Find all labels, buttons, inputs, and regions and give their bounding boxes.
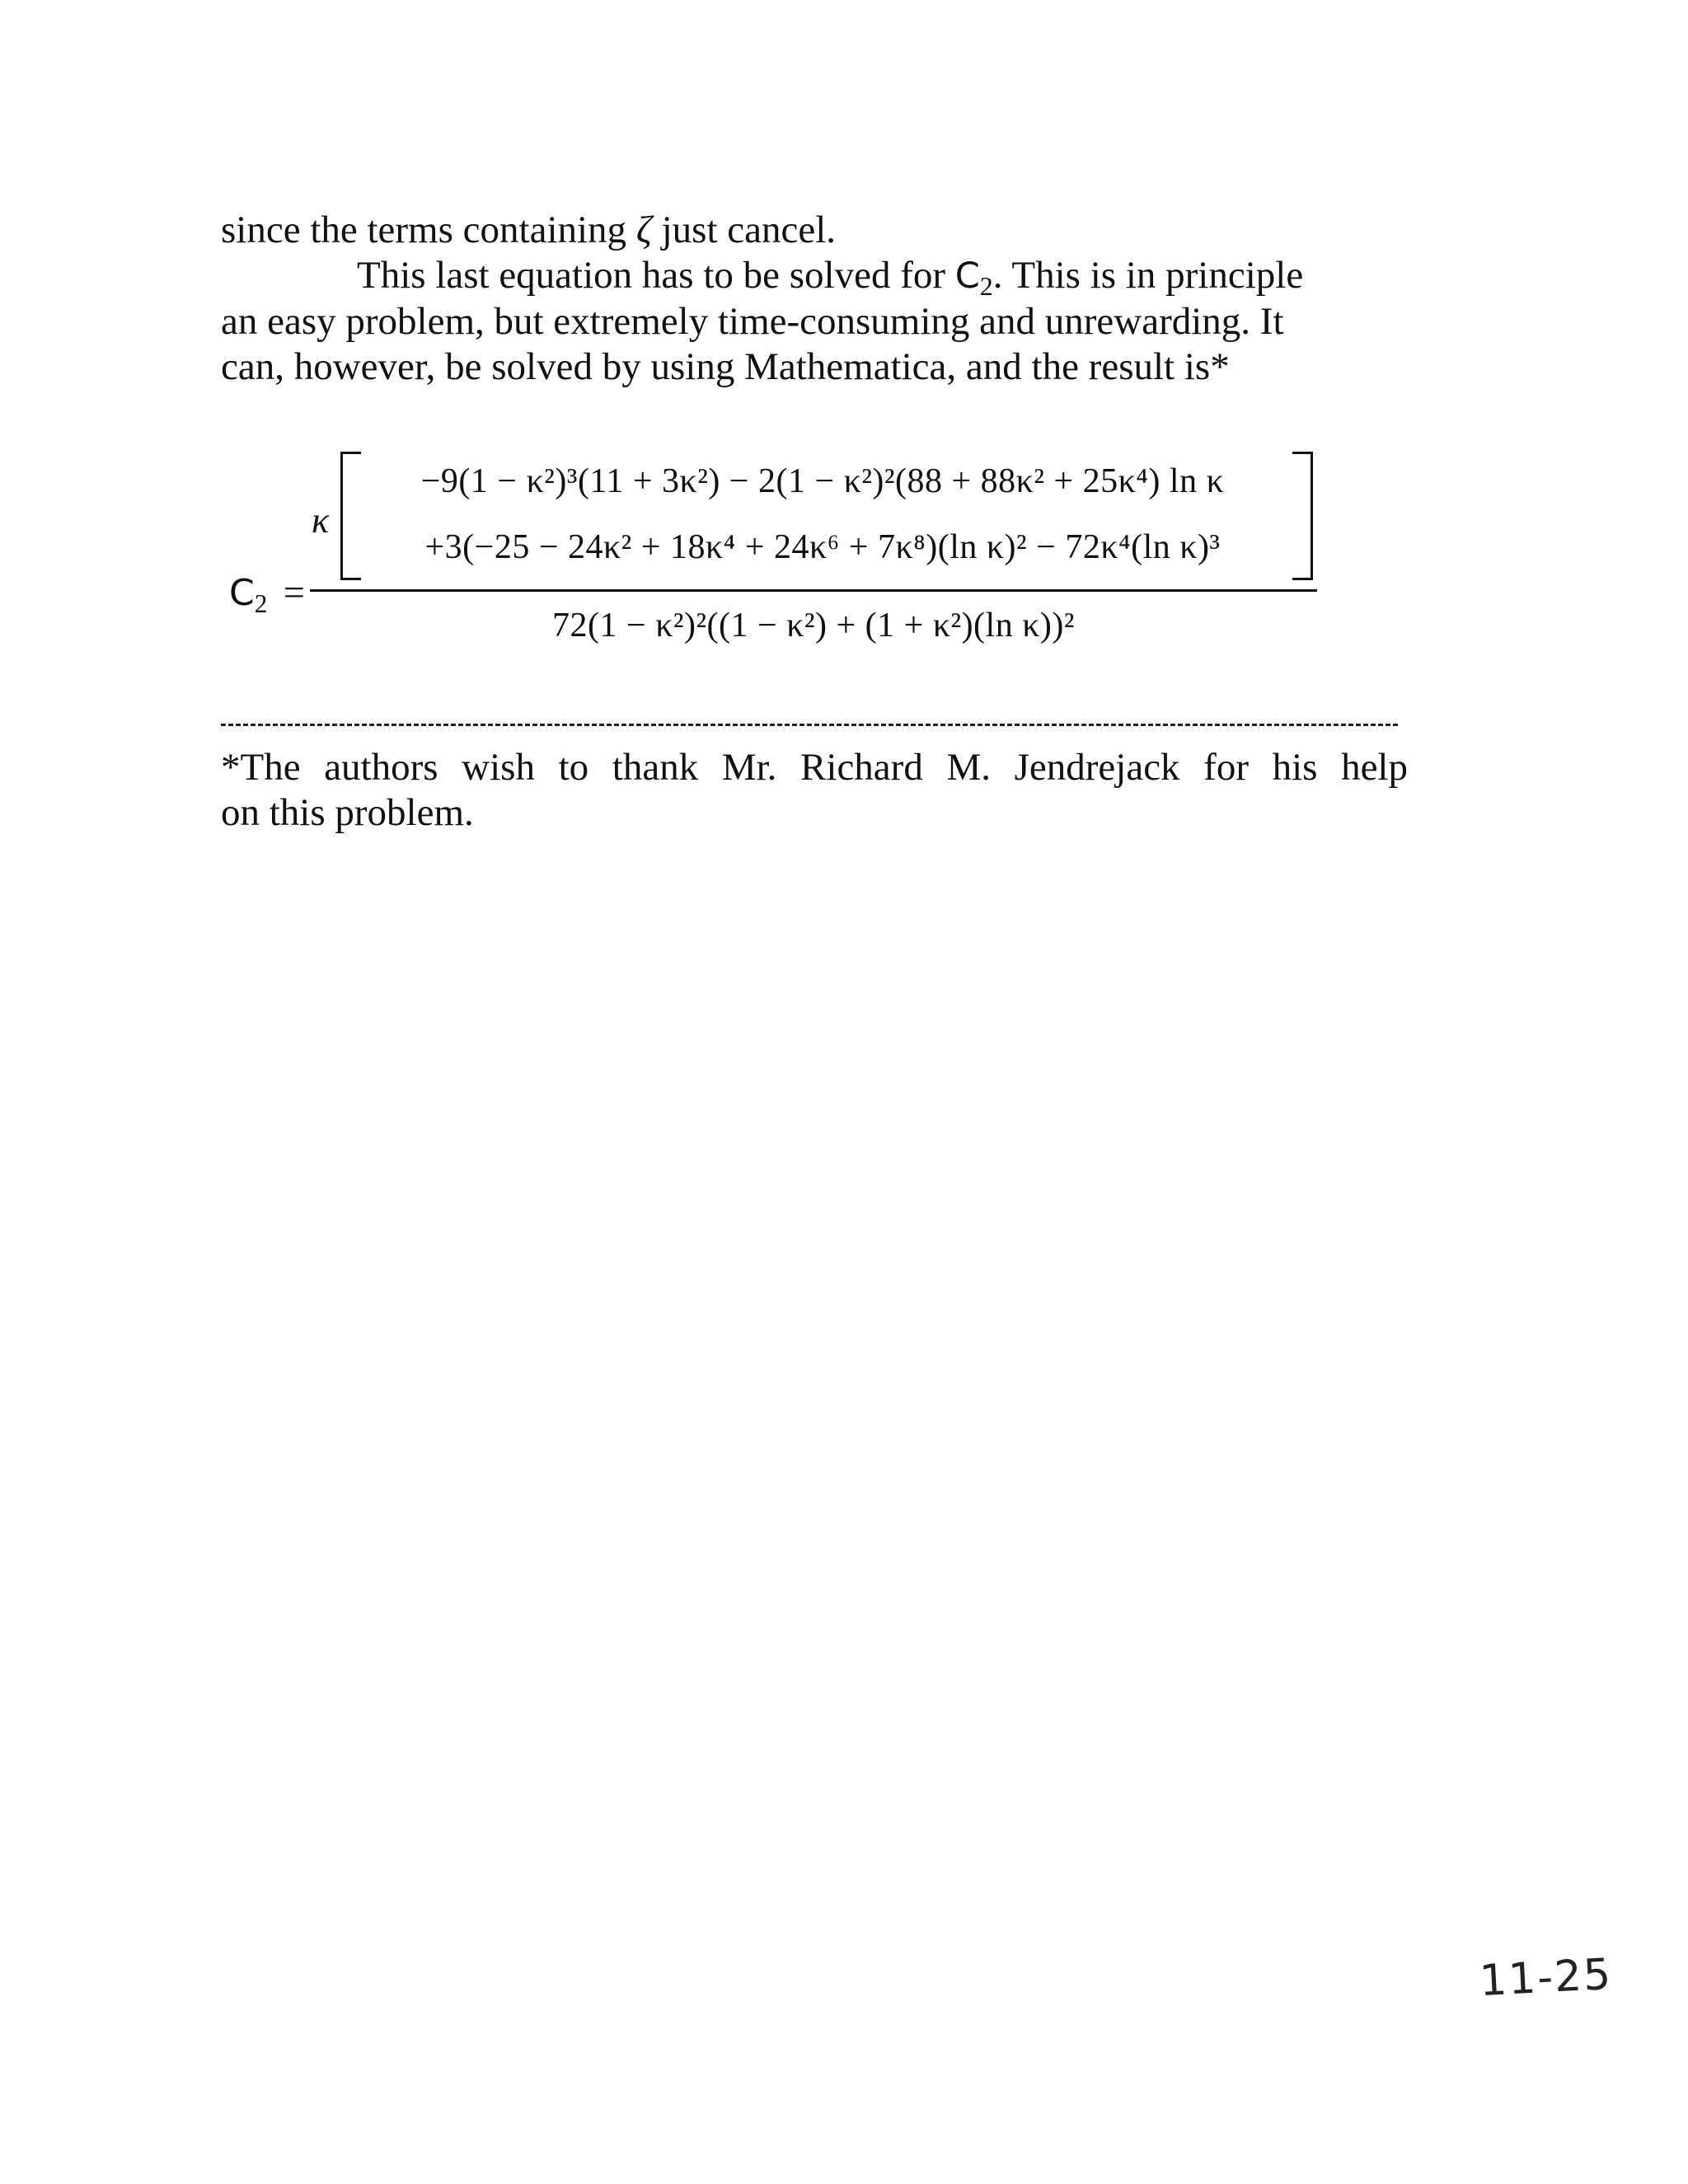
c-letter: C [954,255,980,297]
fraction-bar [310,589,1317,592]
body-line-2-end: . This is in principle [992,254,1304,297]
numerator-line-1: −9(1 − κ²)³(11 + 3κ²) − 2(1 − κ²)²(88 + 88κ² + 25κ⁴) ln κ [420,462,1225,500]
page-number: 11-25 [1478,1949,1614,2007]
denominator: 72(1 − κ²)²((1 − κ²) + (1 + κ²)(ln κ))² [552,607,1075,644]
zeta-symbol: ζ [635,209,652,251]
c2-equation [221,437,1408,684]
body-line-1 [221,208,1408,253]
lhs-subscript: 2 [254,588,268,618]
footnote-line-2: on this problem. [221,791,474,834]
c2-symbol [954,254,993,301]
c-subscript: 2 [979,271,993,301]
body-line-2-start: This last equation has to be solved for [357,254,945,297]
body-line-1-end: just cancel. [661,209,837,251]
numerator-line-2: +3(−25 − 24κ² + 18κ⁴ + 24κ⁶ + 7κ⁸)(ln κ)² − 72κ⁴(ln κ)³ [424,528,1221,566]
body-line-4: can, however, be solved by using Mathematica, and the result is* [221,345,1230,388]
body-line-3: an easy problem, but extremely time-consuming and unrewarding. It [221,300,1284,343]
equation-lhs [229,570,305,618]
footnote-line-1: *The authors wish to thank Mr. Richard M. Jendrejack for his help [221,746,1408,789]
right-bracket [1292,452,1313,580]
lhs-letter: C [229,572,255,614]
footnote [221,745,1408,836]
kappa-prefactor: κ [312,500,330,541]
footnote-separator [221,724,1398,726]
equals-sign: = [283,571,305,613]
body-text [221,208,1408,390]
body-line-2 [221,253,1408,299]
body-line-1-start: since the terms containing [221,209,627,251]
